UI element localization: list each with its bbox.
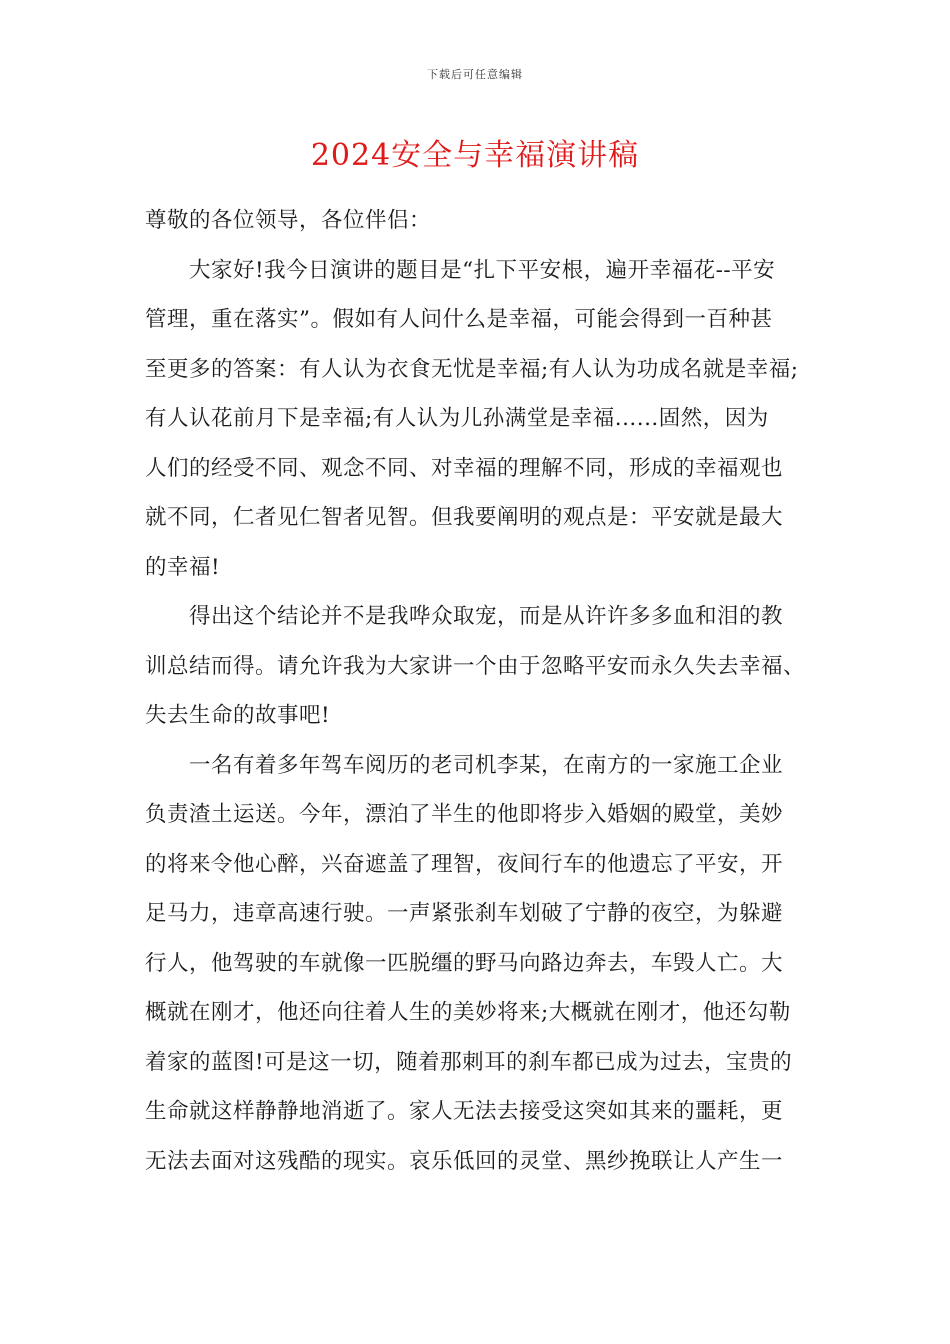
document-title: 2024安全与幸福演讲稿	[310, 138, 640, 173]
paragraph-line: 着家的蓝图!可是这一切，随着那刺耳的刹车都已成为过去，宝贵的	[145, 1049, 793, 1075]
paragraph-line: 大家好!我今日演讲的题目是“扎下平安根，遍开幸福花--平安	[189, 257, 776, 283]
paragraph-line: 概就在刚才，他还向往着人生的美妙将来;大概就在刚才，他还勾勒	[145, 1000, 791, 1025]
paragraph-1	[145, 246, 813, 593]
salutation: 尊敬的各位领导，各位伴侣：	[145, 208, 432, 233]
paragraph-line: 管理，重在落实”。假如有人问什么是幸福，可能会得到一百种甚	[145, 307, 773, 332]
paragraph-line: 的将来令他心醉，兴奋遮盖了理智，夜间行车的他遗忘了平安，开	[145, 851, 784, 877]
paragraph-2	[145, 592, 813, 741]
paragraph-line: 人们的经受不同、观念不同、对幸福的理解不同，形成的幸福观也	[145, 455, 784, 481]
header-note: 下载后可任意编辑	[427, 68, 523, 81]
paragraph-line: 至更多的答案：有人认为衣食无忧是幸福;有人认为功成名就是幸福;	[145, 356, 799, 382]
paragraph-line: 无法去面对这残酷的现实。哀乐低回的灵堂、黑纱挽联让人产生一	[145, 1148, 784, 1174]
paragraph-line: 的幸福!	[145, 554, 221, 580]
paragraph-line: 就不同，仁者见仁智者见智。但我要阐明的观点是：平安就是最大	[145, 505, 784, 530]
paragraph-line: 训总结而得。请允许我为大家讲一个由于忽略平安而永久失去幸福、	[145, 653, 806, 679]
document-body	[145, 196, 813, 1186]
paragraph-line: 行人，他驾驶的车就像一匹脱缰的野马向路边奔去，车毁人亡。大	[145, 950, 784, 976]
paragraph-line: 一名有着多年驾车阅历的老司机李某，在南方的一家施工企业	[189, 752, 784, 778]
paragraph-line: 负责渣土运送。今年，漂泊了半生的他即将步入婚姻的殿堂，美妙	[145, 802, 784, 827]
paragraph-line: 足马力，违章高速行驶。一声紧张刹车划破了宁静的夜空，为躲避	[145, 901, 784, 926]
paragraph-line: 生命就这样静静地消逝了。家人无法去接受这突如其来的噩耗，更	[145, 1099, 784, 1124]
paragraph-line: 得出这个结论并不是我哗众取宠，而是从许许多多血和泪的教	[189, 604, 784, 629]
paragraph-line: 失去生命的故事吧!	[145, 703, 331, 728]
paragraph-3	[145, 741, 813, 1187]
paragraph-line: 有人认花前月下是幸福;有人认为儿孙满堂是幸福......固然，因为	[145, 406, 769, 431]
